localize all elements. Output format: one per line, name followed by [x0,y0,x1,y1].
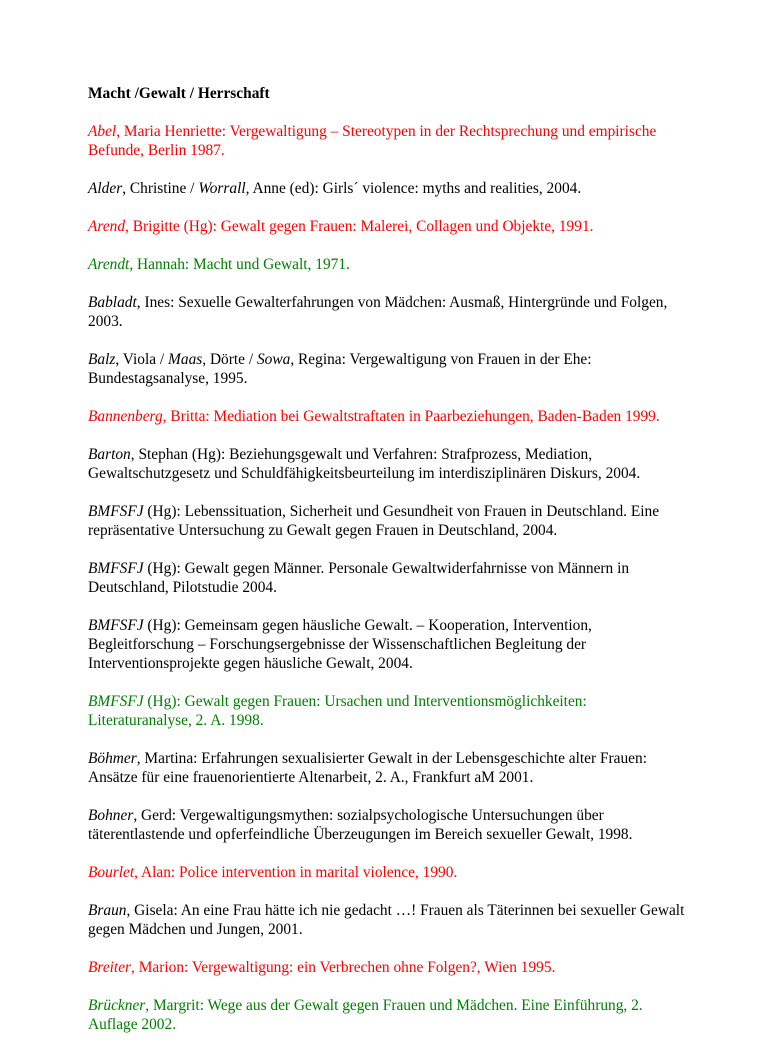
entry-author: Bohner [88,807,134,824]
entry-text: , Maria Henriette: Vergewaltigung – Stereotypen in der Rechtsprechung und empirische Befunde, Berlin 1987. [88,123,657,159]
entry-author: Maas [168,351,203,368]
bibliography-entry [88,692,688,730]
page-title: Macht /Gewalt / Herrschaft [88,85,270,102]
entry-text: , Dörte / [202,351,257,368]
bibliography-entry [88,502,688,540]
entry-author: BMFSFJ [88,693,144,710]
entry-text: , Viola / [115,351,169,368]
entry-text: , Alan: Police intervention in marital violence, 1990. [134,864,458,881]
entry-text: (Hg): Gewalt gegen Männer. Personale Gewaltwiderfahrnisse von Männern in Deutschland, Pilotstudie 2004. [88,560,630,596]
entry-author: Barton [88,446,131,463]
entry-author: Bannenberg [88,408,163,425]
bibliography-list [88,122,688,1034]
entry-text: , Martina: Erfahrungen sexualisierter Gewalt in der Lebensgeschichte alter Frauen: Ansätze für eine frauenorientierte Altenarbeit, 2. A., Frankfurt aM 2001. [88,750,647,786]
entry-text: , Ines: Sexuelle Gewalterfahrungen von Mädchen: Ausmaß, Hintergründe und Folgen, 2003. [88,294,668,330]
bibliography-entry [88,996,688,1034]
bibliography-entry [88,559,688,597]
entry-author: Babladt [88,294,137,311]
entry-author: Abel [88,123,117,140]
entry-author: Arend [88,218,126,235]
entry-text: , Regina: Vergewaltigung von Frauen in der Ehe: Bundestagsanalyse, 1995. [88,351,592,387]
entry-author: Braun [88,902,127,919]
bibliography-entry [88,293,688,331]
entry-author: Sowa [256,351,291,368]
entry-text: , Christine / [122,180,199,197]
bibliography-entry [88,255,688,274]
entry-author: Bourlet [88,864,135,881]
entry-text: , Brigitte (Hg): Gewalt gegen Frauen: Malerei, Collagen und Objekte, 1991. [125,218,594,235]
bibliography-entry [88,122,688,160]
entry-author: Böhmer [88,750,137,767]
entry-author: Worrall [198,180,246,197]
bibliography-entry [88,350,688,388]
entry-author: BMFSFJ [88,503,144,520]
entry-author: Breiter [88,959,132,976]
bibliography-entry [88,901,688,939]
bibliography-entry [88,616,688,673]
entry-text: , Gisela: An eine Frau hätte ich nie gedacht …! Frauen als Täterinnen bei sexueller Gewalt gegen Mädchen und Jungen, 2001. [88,902,685,938]
entry-text: (Hg): Gemeinsam gegen häusliche Gewalt. – Kooperation, Intervention, Begleitforschung – Forschungsergebnisse der Wissenschaftlichen Begleitung der Interventionsprojekte gegen häusliche Gewalt, 2004. [88,617,592,672]
bibliography-entry [88,445,688,483]
entry-text: , Hannah: Macht und Gewalt, 1971. [129,256,350,273]
entry-author: Alder [88,180,123,197]
bibliography-entry [88,179,688,198]
bibliography-entry [88,863,688,882]
entry-text: (Hg): Lebenssituation, Sicherheit und Gesundheit von Frauen in Deutschland. Eine repräsentative Untersuchung zu Gewalt gegen Frauen in Deutschland, 2004. [88,503,660,539]
bibliography-entry [88,958,688,977]
entry-text: , Gerd: Vergewaltigungsmythen: sozialpsychologische Untersuchungen über täterentlastende und opferfeindliche Überzeugungen im Bereich sexueller Gewalt, 1998. [88,807,633,843]
entry-author: BMFSFJ [88,617,144,634]
document-page [88,84,688,1053]
bibliography-entry [88,217,688,236]
entry-text: , Britta: Mediation bei Gewaltstraftaten in Paarbeziehungen, Baden-Baden 1999. [162,408,660,425]
entry-author: BMFSFJ [88,560,144,577]
entry-text: , Margrit: Wege aus der Gewalt gegen Frauen und Mädchen. Eine Einführung, 2. Auflage 2002. [88,997,643,1033]
bibliography-entry [88,749,688,787]
entry-text: , Stephan (Hg): Beziehungsgewalt und Verfahren: Strafprozess, Mediation, Gewaltschutzgesetz und Schuldfähigkeitsbeurteilung im interdisziplinären Diskurs, 2004. [88,446,641,482]
entry-author: Balz [88,351,116,368]
bibliography-entry [88,806,688,844]
entry-text: , Marion: Vergewaltigung: ein Verbrechen ohne Folgen?, Wien 1995. [131,959,556,976]
entry-author: Arendt [88,256,130,273]
entry-author: Brückner [88,997,146,1014]
entry-text: (Hg): Gewalt gegen Frauen: Ursachen und Interventionsmöglichkeiten: Literaturanalyse, 2. A. 1998. [88,693,587,729]
bibliography-entry [88,407,688,426]
entry-text: , Anne (ed): Girls´ violence: myths and realities, 2004. [245,180,582,197]
